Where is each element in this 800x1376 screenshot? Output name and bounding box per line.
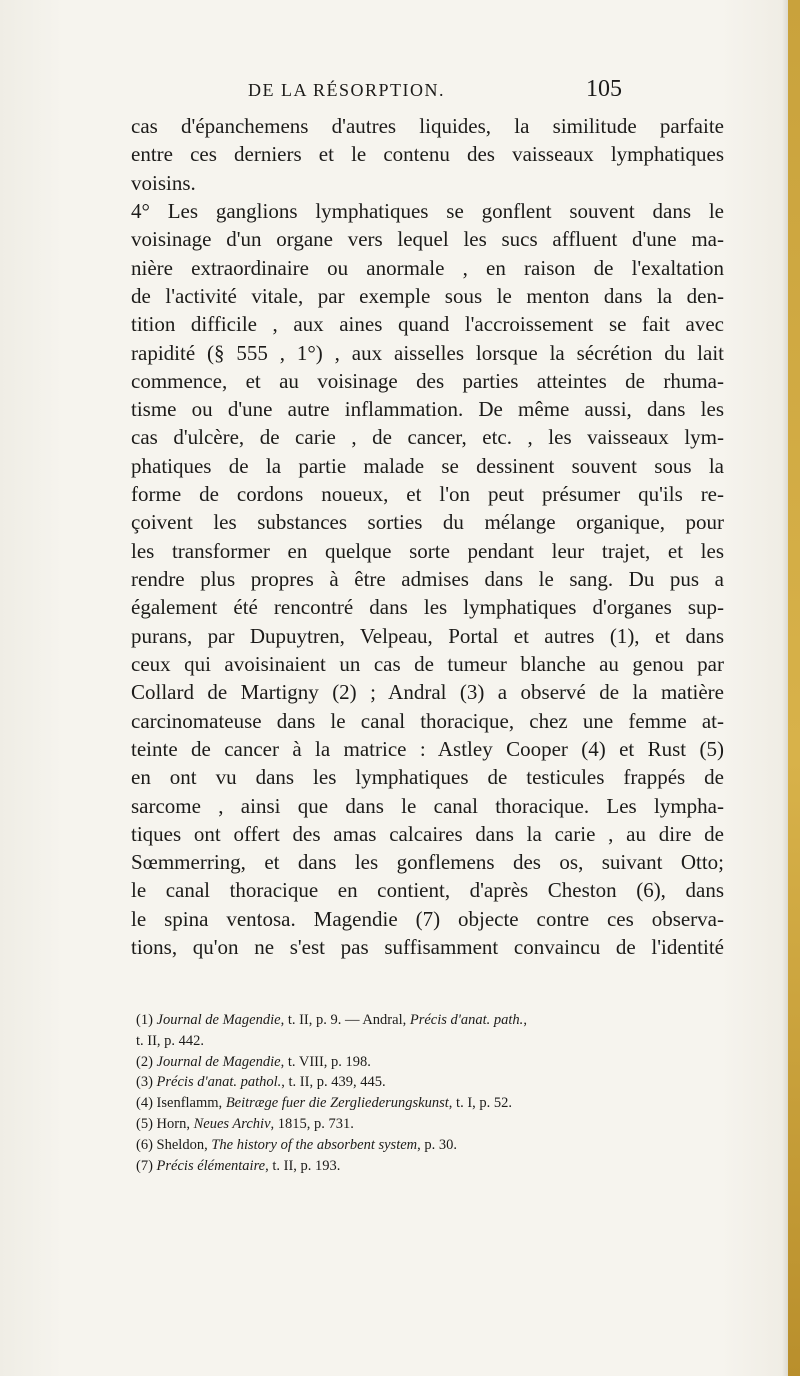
footnote-line xyxy=(136,1010,726,1031)
text-line: entre ces derniers et le contenu des vaisseaux lymphatiques xyxy=(131,142,724,167)
footnote-number: (3) xyxy=(136,1074,157,1091)
footnote-text: , t. II, p. 9. — Andral, xyxy=(280,1012,410,1028)
text-line: tition difficile , aux aines quand l'accroissement se fait avec xyxy=(131,312,724,337)
text-line: carcinomateuse dans le canal thoracique, chez une femme at- xyxy=(131,708,724,733)
footnotes xyxy=(136,1010,726,1176)
footnote-number: (5) xyxy=(136,1115,157,1132)
book-edge-strip xyxy=(788,0,800,1376)
footnote-text: , xyxy=(523,1012,527,1028)
footnote-title: Journal de Magendie xyxy=(156,1053,281,1070)
footnote-title: Précis élémentaire xyxy=(156,1157,266,1174)
footnote-number: (2) xyxy=(136,1053,157,1070)
page-header xyxy=(0,76,800,110)
text-line: le canal thoracique en contient, d'après Cheston (6), dans xyxy=(131,878,724,903)
page-number: 105 xyxy=(586,76,622,102)
text-line: sarcome , ainsi que dans le canal thoracique. Les lympha- xyxy=(131,793,724,818)
footnote-text: Sheldon, xyxy=(156,1136,212,1153)
footnote-title: Neues Archiv xyxy=(193,1115,271,1132)
text-line: forme de cordons noueux, et l'on peut présumer qu'ils re- xyxy=(131,482,724,507)
footnote-line xyxy=(136,1156,726,1177)
text-line: teinte de cancer à la matrice : Astley Cooper (4) et Rust (5) xyxy=(131,736,724,761)
text-line: 4° Les ganglions lymphatiques se gonflent souvent dans le xyxy=(131,198,724,223)
text-line: çoivent les substances sorties du mélange organique, pour xyxy=(131,510,724,535)
text-line: tisme ou d'une autre inflammation. De même aussi, dans les xyxy=(131,397,724,422)
text-line: cas d'épanchemens d'autres liquides, la similitude parfaite xyxy=(131,114,724,138)
text-line: voisins. xyxy=(131,170,196,195)
footnote-text: , 1815, p. 731. xyxy=(270,1115,354,1132)
footnote-text: , t. II, p. 193. xyxy=(265,1157,341,1174)
footnote-number: (4) xyxy=(136,1095,157,1112)
footnote-title: Beitræge fuer die Zergliederungskunst xyxy=(225,1095,449,1112)
footnote-number: (6) xyxy=(136,1136,157,1153)
text-line: purans, par Dupuytren, Velpeau, Portal et autres (1), et dans xyxy=(131,623,724,648)
footnote-title: Journal de Magendie xyxy=(156,1012,281,1028)
text-line: les transformer en quelque sorte pendant leur trajet, et les xyxy=(131,538,724,563)
footnote-text: t. II, p. 442. xyxy=(136,1032,205,1049)
footnote-text: , t. II, p. 439, 445. xyxy=(281,1074,386,1091)
running-head: DE LA RÉSORPTION. xyxy=(248,80,446,100)
footnote-text: , p. 30. xyxy=(417,1136,458,1153)
text-line: rendre plus propres à être admises dans le sang. Du pus a xyxy=(131,567,724,591)
footnote-line xyxy=(136,1114,726,1135)
text-line: commence, et au voisinage des parties atteintes de rhuma- xyxy=(131,368,724,393)
footnote-text: , t. I, p. 52. xyxy=(448,1095,513,1112)
text-line: tiques ont offert des amas calcaires dans la carie , au dire de xyxy=(131,821,724,846)
footnote-line xyxy=(136,1052,726,1073)
footnote-text: , t. VIII, p. 198. xyxy=(280,1053,371,1070)
footnote-number: (7) xyxy=(136,1157,157,1174)
text-line: de l'activité vitale, par exemple sous le menton dans la den- xyxy=(131,283,724,308)
footnote-text: Horn, xyxy=(156,1115,194,1132)
footnote-number: (1) xyxy=(136,1012,157,1028)
text-line: rapidité (§ 555 , 1°) , aux aisselles lorsque la sécrétion du lait xyxy=(131,340,724,365)
text-line: également été rencontré dans les lymphatiques d'organes sup- xyxy=(131,595,724,620)
text-line: cas d'ulcère, de carie , de cancer, etc. , les vaisseaux lym- xyxy=(131,425,724,450)
footnote-title: Précis d'anat. path. xyxy=(409,1012,524,1028)
text-line: en ont vu dans les lymphatiques de testicules frappés de xyxy=(131,765,724,790)
text-line: phatiques de la partie malade se dessinent souvent sous la xyxy=(131,453,724,478)
footnote-line xyxy=(136,1093,726,1114)
footnote-title: Précis d'anat. pathol. xyxy=(156,1074,282,1091)
text-line: voisinage d'un organe vers lequel les sucs affluent d'une ma- xyxy=(131,227,724,252)
text-line: le spina ventosa. Magendie (7) objecte contre ces observa- xyxy=(131,906,724,931)
main-text xyxy=(131,112,724,961)
text-line: Sœmmerring, et dans les gonflemens des os, suivant Otto; xyxy=(131,850,724,875)
footnote-title: The history of the absorbent system xyxy=(211,1136,418,1153)
footnote-line xyxy=(136,1072,726,1093)
footnote-line xyxy=(136,1135,726,1156)
footnote-line xyxy=(136,1031,726,1052)
footnote-text: Isenflamm, xyxy=(156,1095,226,1112)
text-line: ceux qui avoisinaient un cas de tumeur blanche au genou par xyxy=(131,651,724,676)
text-line: Collard de Martigny (2) ; Andral (3) a observé de la matière xyxy=(131,680,724,705)
text-line: nière extraordinaire ou anormale , en raison de l'exaltation xyxy=(131,255,724,280)
text-line: tions, qu'on ne s'est pas suffisamment convaincu de l'identité xyxy=(131,935,724,960)
